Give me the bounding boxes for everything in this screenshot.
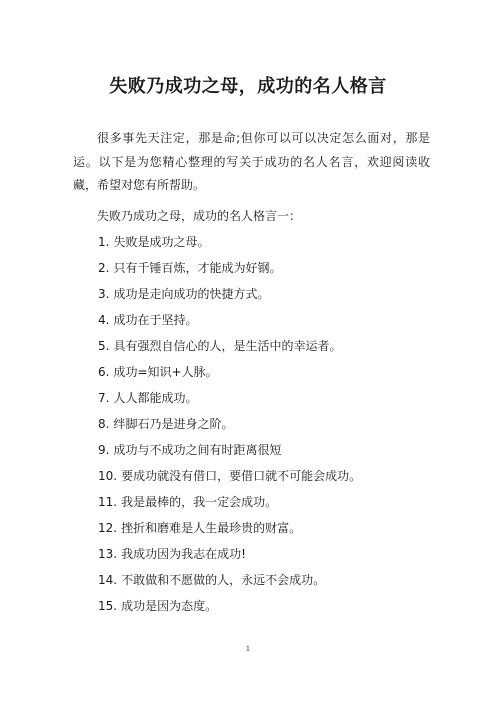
list-item-number: 14.	[98, 573, 118, 587]
list-item	[98, 597, 361, 623]
list-item-number: 13.	[98, 547, 118, 561]
list-item-text: 人人都能成功。	[113, 391, 198, 405]
list-item-number: 11.	[98, 495, 118, 509]
list-item-number: 3.	[98, 287, 110, 301]
list-item-text: 具有强烈自信心的人，是生活中的幸运者。	[113, 339, 342, 353]
list-item-number: 5.	[98, 339, 110, 353]
list-item-text: 成功是因为态度。	[121, 599, 218, 613]
list-item	[98, 571, 361, 597]
list-item-text: 不敢做和不愿做的人，永远不会成功。	[121, 573, 326, 587]
list-item-number: 15.	[98, 599, 118, 613]
list-item	[98, 467, 361, 493]
intro-paragraph: 很多事先天注定，那是命;但你可以可以决定怎么面对，那是运。以下是为您精心整理的写关于成功的名人名言，欢迎阅读收藏，希望对您有所帮助。	[73, 131, 430, 192]
list-item	[98, 519, 361, 545]
list-item-number: 12.	[98, 521, 118, 535]
list-item	[98, 493, 361, 519]
list-item-number: 1.	[98, 235, 110, 249]
list-item-text: 成功在于坚持。	[113, 313, 198, 327]
list-item-text: 成功是走向成功的快捷方式。	[113, 287, 270, 301]
list-item-text: 只有千锤百炼，才能成为好钢。	[113, 261, 282, 275]
list-item-text: 要成功就没有借口，要借口就不可能会成功。	[121, 469, 362, 483]
list-item	[98, 389, 361, 415]
list-item-text: 绊脚石乃是进身之阶。	[113, 417, 234, 431]
list-item-number: 10.	[98, 469, 118, 483]
list-item-number: 4.	[98, 313, 110, 327]
list-item-text: 成功=知识+人脉。	[113, 365, 218, 379]
list-item-number: 9.	[98, 443, 110, 457]
quote-list	[98, 233, 361, 623]
list-item-text: 我是最棒的，我一定会成功。	[121, 495, 278, 509]
list-item-number: 7.	[98, 391, 110, 405]
list-item-text: 挫折和磨难是人生最珍贵的财富。	[121, 521, 302, 535]
list-item	[98, 363, 361, 389]
list-item	[98, 259, 361, 285]
list-item-number: 2.	[98, 261, 110, 275]
list-item	[98, 337, 361, 363]
list-item	[98, 233, 361, 259]
document-title: 失败乃成功之母，成功的名人格言	[109, 76, 387, 97]
list-item	[98, 441, 361, 467]
list-item-text: 成功与不成功之间有时距离很短	[113, 443, 282, 457]
page-number: 1	[245, 645, 251, 653]
list-item	[98, 311, 361, 337]
list-item	[98, 545, 361, 571]
list-item	[98, 415, 361, 441]
list-item-number: 6.	[98, 365, 110, 379]
list-item-number: 8.	[98, 417, 110, 431]
list-item-text: 失败是成功之母。	[113, 235, 210, 249]
list-item	[98, 285, 361, 311]
section-heading: 失败乃成功之母，成功的名人格言一：	[97, 209, 302, 223]
list-item-text: 我成功因为我志在成功!	[121, 547, 246, 561]
